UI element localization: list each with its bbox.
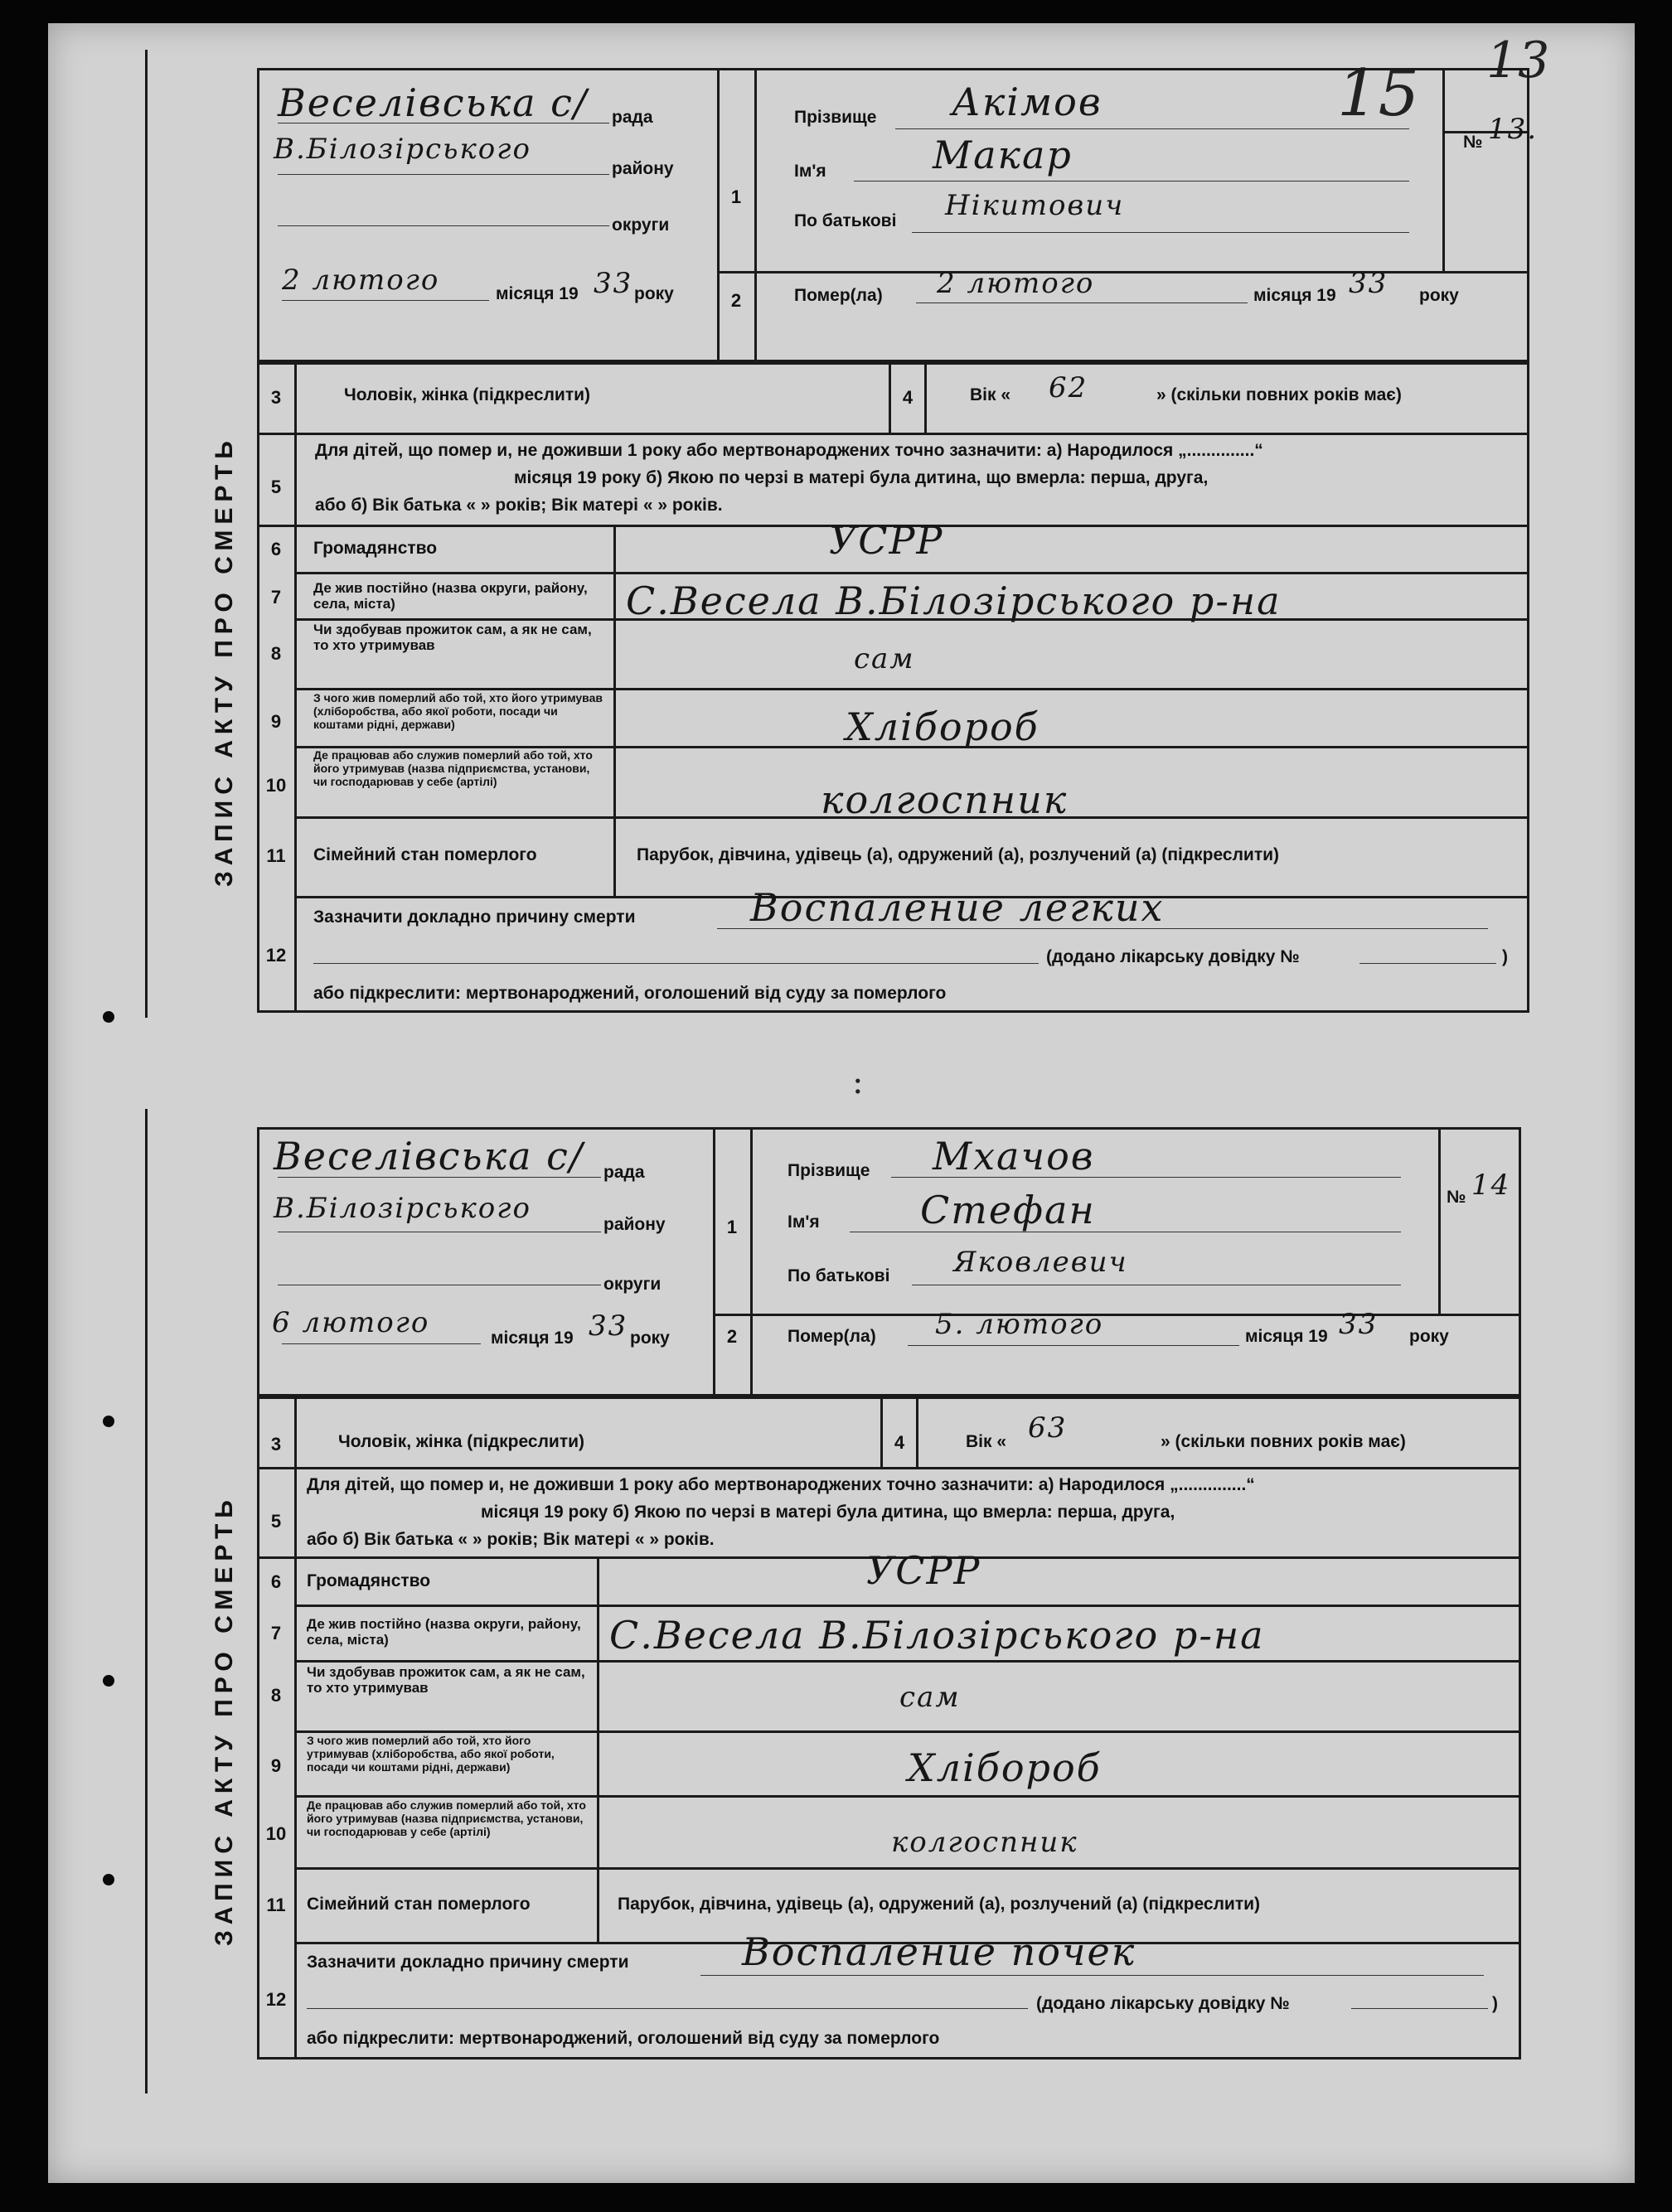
row-number: 4 xyxy=(894,1432,905,1453)
reg-month-label: місяця 19 xyxy=(496,284,579,303)
row-number: 7 xyxy=(270,587,282,607)
death-date-label: Помер(ла) xyxy=(794,286,883,305)
okrug-label: округи xyxy=(603,1275,662,1294)
row-number: 5 xyxy=(270,477,282,497)
residence-value: С.Весела В.Білозірського р-на xyxy=(609,1613,1265,1658)
rada-label: рада xyxy=(612,108,653,127)
rayon-value: В.Білозірського xyxy=(274,133,531,166)
support-value: сам xyxy=(854,642,915,675)
record-number: 14 xyxy=(1471,1169,1511,1202)
death-record-1 xyxy=(0,50,1587,1019)
support-label: Чи здобував прожиток сам, а як не сам, то хто утримував xyxy=(307,1664,585,1696)
stillborn-label: або підкреслити: мертвонароджений, оголошений від суду за померлого xyxy=(313,984,947,1003)
death-year: 33 xyxy=(1339,1308,1379,1341)
rada-label: рада xyxy=(603,1163,645,1182)
row-number: 8 xyxy=(270,643,282,664)
row-number: 12 xyxy=(265,1989,287,2010)
workplace-value: колгоспник xyxy=(821,777,1069,822)
residence-label: Де жив постійно (назва округи, району, села, міста) xyxy=(307,1616,581,1648)
cause-label: Зазначити докладно причину смерти xyxy=(313,908,636,927)
row-number: 11 xyxy=(266,845,286,866)
name-value: Макар xyxy=(933,133,1073,177)
row-number: 11 xyxy=(266,1895,286,1915)
number-label: № xyxy=(1447,1188,1466,1207)
stillborn-label: або підкреслити: мертвонароджений, оголошений від суду за померлого xyxy=(307,2029,940,2048)
cause-value: Воспаление легких xyxy=(750,885,1165,930)
archive-stamp: 15 xyxy=(1337,56,1420,131)
rada-value: Веселівська с/ xyxy=(278,80,589,125)
row-number: 3 xyxy=(270,1434,282,1454)
row-number: 12 xyxy=(265,945,287,966)
marital-status-label: Сімейний стан померлого xyxy=(313,845,537,864)
marital-status-options: Парубок, дівчина, удівець (а), одружений (а), розлучений (а) (підкреслити) xyxy=(637,845,1280,864)
row-number: 6 xyxy=(270,1571,282,1592)
surname-label: Прізвище xyxy=(788,1161,870,1180)
side-title: ЗАПИС АКТУ ПРО СМЕРТЬ xyxy=(211,1494,238,1946)
row-number: 3 xyxy=(270,387,282,408)
children-note-line3: або б) Вік батька « » років; Вік матері « » років. xyxy=(315,496,723,515)
name-value: Стефан xyxy=(920,1188,1096,1232)
registration-day: 2 лютого xyxy=(282,264,440,297)
name-label: Ім'я xyxy=(788,1212,820,1232)
citizenship-value: УСРР xyxy=(829,518,944,563)
row-number: 10 xyxy=(265,1823,287,1844)
row-number: 2 xyxy=(730,290,742,311)
death-month-label: місяця 19 xyxy=(1253,286,1336,305)
row-number: 4 xyxy=(902,387,914,408)
surname-label: Прізвище xyxy=(794,108,877,127)
occupation-value: Хлібороб xyxy=(908,1745,1102,1790)
reg-year-label: року xyxy=(630,1329,670,1348)
row-number: 8 xyxy=(270,1685,282,1706)
death-year: 33 xyxy=(1349,267,1388,300)
age-label: Вік « xyxy=(970,385,1011,404)
children-note-line1: Для дітей, що помер и, не доживши 1 року або мертвонароджених точно зазначити: а) Народилося „..............“ xyxy=(315,441,1263,460)
age-label: Вік « xyxy=(966,1432,1007,1451)
row-number: 10 xyxy=(265,775,287,796)
surname-value: Акімов xyxy=(952,80,1103,124)
cause-value: Воспаление почек xyxy=(742,1929,1136,1974)
reg-year-label: року xyxy=(634,284,674,303)
children-note-line2: місяця 19 року б) Якою по черзі в матері була дитина, що вмерла: перша, друга, xyxy=(481,1503,1175,1522)
rada-value: Веселівська с/ xyxy=(274,1134,584,1179)
row-number: 9 xyxy=(270,711,282,732)
patronymic-value: Яковлевич xyxy=(953,1246,1128,1279)
age-value: 63 xyxy=(1028,1411,1068,1445)
workplace-label: Де працював або служив померлий або той, хто його утримував (назва підприємства, установи, чи господарював у себе (артілі) xyxy=(307,1798,586,1838)
row-number: 9 xyxy=(270,1755,282,1776)
workplace-value: колгоспник xyxy=(891,1826,1078,1859)
children-note-line3: або б) Вік батька « » років; Вік матері « » років. xyxy=(307,1530,715,1549)
children-note-line1: Для дітей, що помер и, не доживши 1 року або мертвонароджених точно зазначити: а) Народилося „..............“ xyxy=(307,1475,1255,1494)
support-value: сам xyxy=(899,1681,961,1714)
row-number: 5 xyxy=(270,1511,282,1532)
certificate-label: (додано лікарську довідку № xyxy=(1046,947,1300,966)
row-number: 6 xyxy=(270,539,282,559)
okrug-label: округи xyxy=(612,215,670,235)
registration-year: 33 xyxy=(594,267,633,300)
rayon-label: району xyxy=(612,159,674,178)
name-label: Ім'я xyxy=(794,162,826,181)
marital-status-label: Сімейний стан померлого xyxy=(307,1895,531,1914)
row-number: 1 xyxy=(730,186,742,207)
death-date-label: Помер(ла) xyxy=(788,1327,876,1346)
row-number: 1 xyxy=(726,1217,738,1237)
occupation-label: З чого жив померлий або той, хто його утримував (хліборобства, або якої роботи, посади чи коштами рідні, держави) xyxy=(313,691,603,731)
registration-day: 6 лютого xyxy=(272,1306,430,1339)
death-record-2 xyxy=(0,1109,1587,2095)
reg-month-label: місяця 19 xyxy=(491,1329,574,1348)
patronymic-label: По батькові xyxy=(788,1266,890,1285)
patronymic-value: Нікитович xyxy=(945,189,1125,222)
occupation-value: Хлібороб xyxy=(846,704,1040,749)
sex-label: Чоловік, жінка (підкреслити) xyxy=(338,1432,585,1451)
registration-year: 33 xyxy=(589,1309,628,1343)
archive-stamp-small: 13 xyxy=(1486,31,1550,90)
age-value: 62 xyxy=(1049,371,1088,404)
rayon-value: В.Білозірського xyxy=(274,1192,531,1225)
record-number: 13. xyxy=(1488,113,1539,146)
age-suffix: » (скільки повних років має) xyxy=(1161,1432,1406,1451)
death-year-label: року xyxy=(1409,1327,1449,1346)
citizenship-label: Громадянство xyxy=(307,1571,431,1590)
cause-label: Зазначити докладно причину смерти xyxy=(307,1953,629,1972)
death-day: 2 лютого xyxy=(937,267,1095,300)
children-note-line2: місяця 19 року б) Якою по черзі в матері була дитина, що вмерла: перша, друга, xyxy=(514,468,1209,487)
sex-label: Чоловік, жінка (підкреслити) xyxy=(344,385,591,404)
certificate-close: ) xyxy=(1502,947,1508,966)
death-year-label: року xyxy=(1419,286,1459,305)
rayon-label: району xyxy=(603,1215,666,1234)
marital-status-options: Парубок, дівчина, удівець (а), одружений (а), розлучений (а) (підкреслити) xyxy=(618,1895,1261,1914)
age-suffix: » (скільки повних років має) xyxy=(1156,385,1402,404)
citizenship-label: Громадянство xyxy=(313,539,438,558)
row-number: 7 xyxy=(270,1623,282,1643)
side-title: ЗАПИС АКТУ ПРО СМЕРТЬ xyxy=(211,435,238,887)
support-label: Чи здобував прожиток сам, а як не сам, то хто утримував xyxy=(313,622,592,653)
residence-value: С.Весела В.Білозірського р-на xyxy=(626,578,1282,623)
residence-label: Де жив постійно (назва округи, району, села, міста) xyxy=(313,580,588,612)
surname-value: Мхачов xyxy=(933,1134,1095,1179)
certificate-close: ) xyxy=(1492,1994,1498,2013)
death-month-label: місяця 19 xyxy=(1245,1327,1328,1346)
number-label: № xyxy=(1463,133,1483,152)
occupation-label: З чого жив померлий або той, хто його утримував (хліборобства, або якої роботи, посади чи коштами рідні, держави) xyxy=(307,1734,555,1774)
workplace-label: Де працював або служив померлий або той, хто його утримував (назва підприємства, установи, чи господарював у себе (артілі) xyxy=(313,748,593,788)
certificate-label: (додано лікарську довідку № xyxy=(1036,1994,1290,2013)
citizenship-value: УСРР xyxy=(866,1548,981,1593)
patronymic-label: По батькові xyxy=(794,211,897,230)
death-day: 5. лютого xyxy=(935,1308,1104,1341)
separator-dots: : xyxy=(852,1063,864,1101)
row-number: 2 xyxy=(726,1326,738,1347)
